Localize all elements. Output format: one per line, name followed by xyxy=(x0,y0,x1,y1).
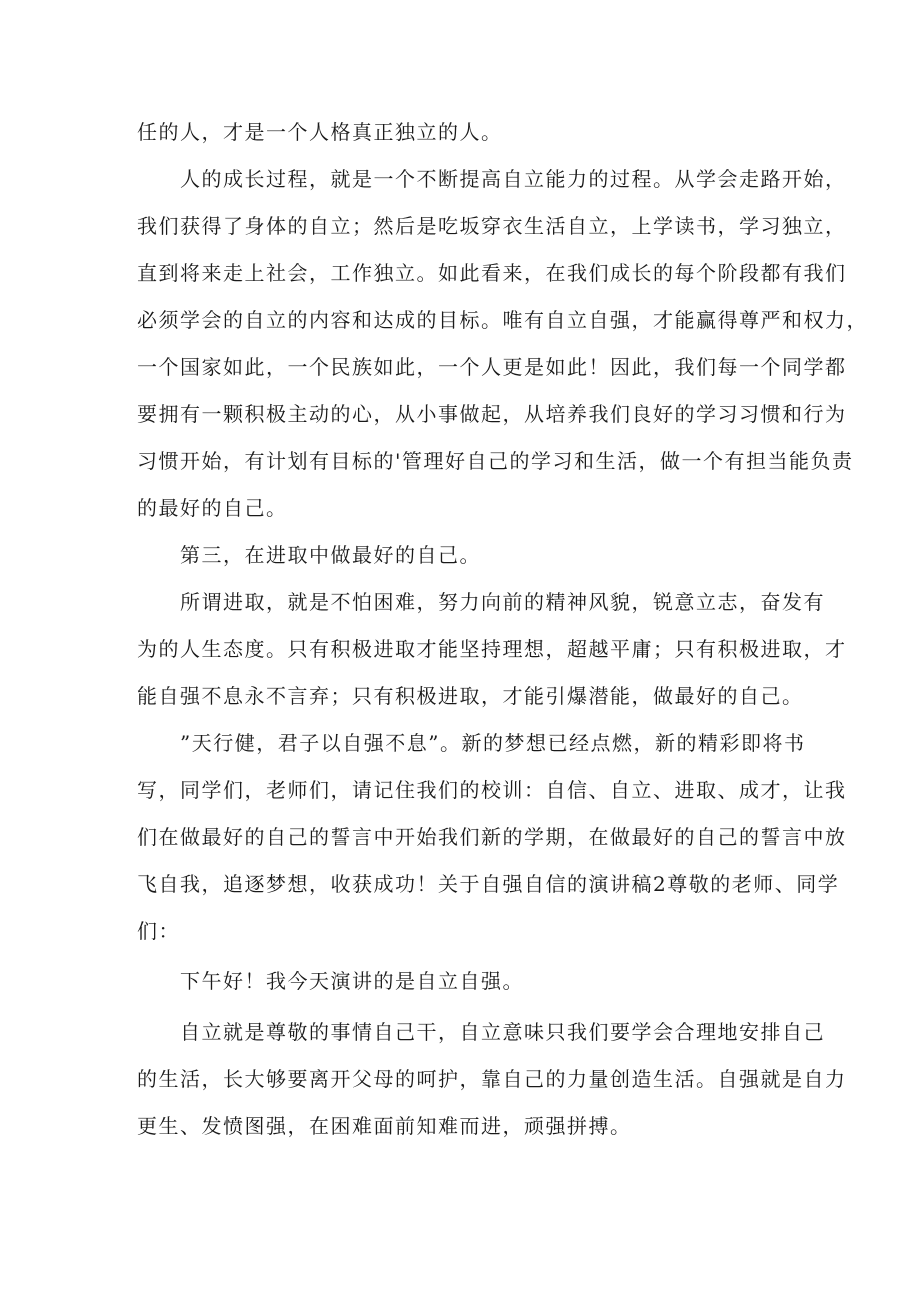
text-line: 直到将来走上社会，工作独立。如此看来，在我们成长的每个阶段都有我们 xyxy=(137,261,847,285)
text-line: 习惯开始，有计划有目标的'管理好自己的学习和生活，做一个有担当能负责 xyxy=(137,449,854,473)
text-line: 下午好！我今天演讲的是自立自强。 xyxy=(180,969,524,993)
text-line: ”天行健，君子以自强不息”。新的梦想已经点燃，新的精彩即将书 xyxy=(180,731,806,755)
text-line: 我们获得了身体的自立；然后是吃坂穿衣生活自立，上学读书，学习独立， xyxy=(137,214,847,238)
text-line: 一个国家如此，一个民族如此，一个人更是如此！因此，我们每一个同学都 xyxy=(137,355,847,379)
text-line: 飞自我，追逐梦想，收获成功！关于自强自信的演讲稿2尊敬的老师、同学 xyxy=(137,872,840,896)
text-line: 必须学会的自立的内容和达成的目标。唯有自立自强，才能赢得尊严和权力， xyxy=(137,308,868,332)
text-line: 们： xyxy=(137,919,180,943)
text-line: 的生活，长大够要离开父母的呵护，靠自己的力量创造生活。自强就是自力 xyxy=(137,1067,847,1091)
text-line: 所谓进取，就是不怕困难，努力向前的精神风貌，锐意立志，奋发有 xyxy=(180,590,825,614)
text-line: 能自强不息永不言弃；只有积极进取，才能引爆潜能，做最好的自己。 xyxy=(137,684,804,708)
text-line: 为的人生态度。只有积极进取才能坚持理想，超越平庸；只有积极进取，才 xyxy=(137,637,847,661)
text-line: 写，同学们，老师们，请记住我们的校训：自信、自立、进取、成才，让我 xyxy=(137,778,847,802)
text-line: 要拥有一颗积极主动的心，从小事做起，从培养我们良好的学习习惯和行为 xyxy=(137,402,847,426)
section-heading: 第三，在进取中做最好的自己。 xyxy=(180,543,481,567)
text-line: 人的成长过程，就是一个不断提高自立能力的过程。从学会走路开始， xyxy=(180,167,847,191)
text-line: 任的人，才是一个人格真正独立的人。 xyxy=(137,120,503,144)
text-line: 更生、发愤图强，在困难面前知难而进，顽强拼搏。 xyxy=(137,1114,632,1138)
text-line: 们在做最好的自己的誓言中开始我们新的学期，在做最好的自己的誓言中放 xyxy=(137,825,847,849)
text-line: 自立就是尊敬的事情自己干，自立意味只我们要学会合理地安排自己 xyxy=(180,1020,825,1044)
text-line: 的最好的自己。 xyxy=(137,496,288,520)
